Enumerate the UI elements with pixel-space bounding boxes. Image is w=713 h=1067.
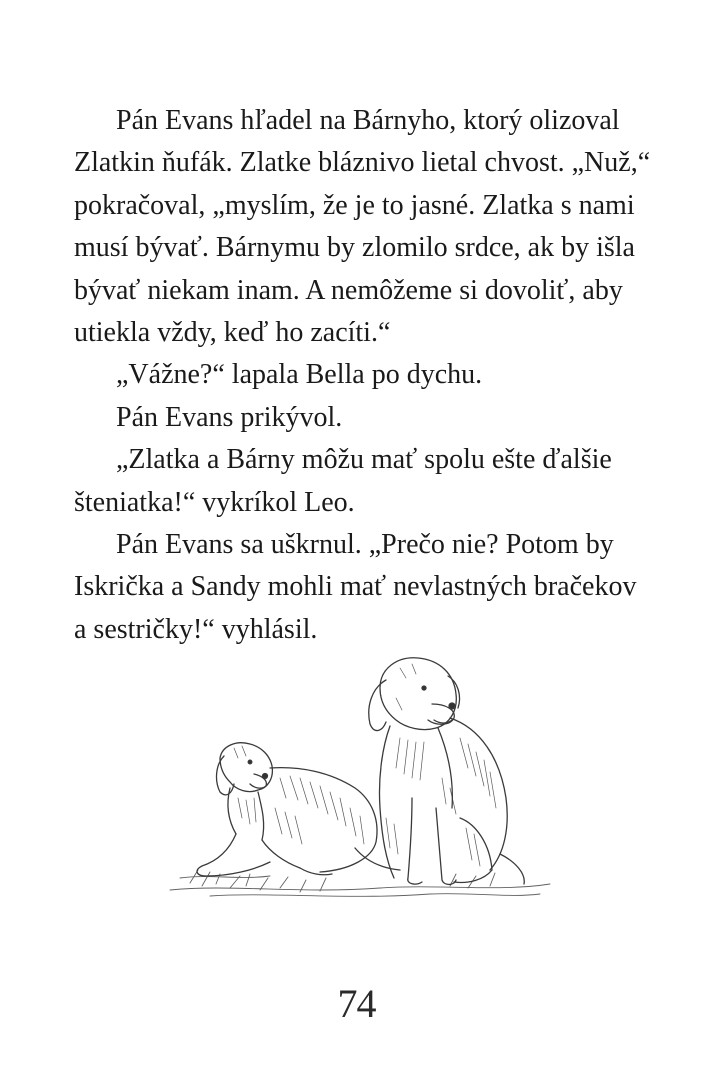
text-line: utiekla vždy, keď ho zacíti.“	[74, 317, 391, 349]
text-line: bývať niekam inam. A nemôžeme si dovoliť, aby	[74, 274, 623, 306]
text-line: Zlatkin ňufák. Zlatke bláznivo lietal chvost. „Nuž,“	[74, 147, 651, 179]
paragraph	[74, 100, 651, 354]
text-line: Pán Evans prikývol.	[116, 401, 343, 433]
text-line: „Vážne?“ lapala Bella po dychu.	[116, 359, 483, 391]
text-line: Pán Evans hľadel na Bárnyho, ktorý olizoval	[116, 105, 620, 136]
text-line: pokračoval, „myslím, že je to jasné. Zlatka s nami	[74, 189, 635, 221]
text-line: Pán Evans sa uškrnul. „Prečo nie? Potom by	[116, 529, 614, 561]
paragraph	[74, 524, 644, 651]
text-line: a sestričky!“ vyhlásil.	[74, 613, 318, 645]
text-line: Iskrička a Sandy mohli mať nevlastných bračekov	[74, 571, 637, 603]
text-line: musí bývať. Bárnymu by zlomilo srdce, ak by išla	[74, 232, 635, 264]
body-text	[74, 100, 651, 651]
paragraph	[74, 439, 644, 524]
two-dogs-sketch-icon	[150, 648, 570, 913]
text-line: „Zlatka a Bárny môžu mať spolu ešte ďalšie	[116, 444, 612, 476]
paragraph	[74, 354, 644, 396]
page-number: 74	[337, 981, 376, 1026]
text-line: šteniatka!“ vykríkol Leo.	[74, 486, 355, 518]
paragraph	[74, 397, 644, 439]
